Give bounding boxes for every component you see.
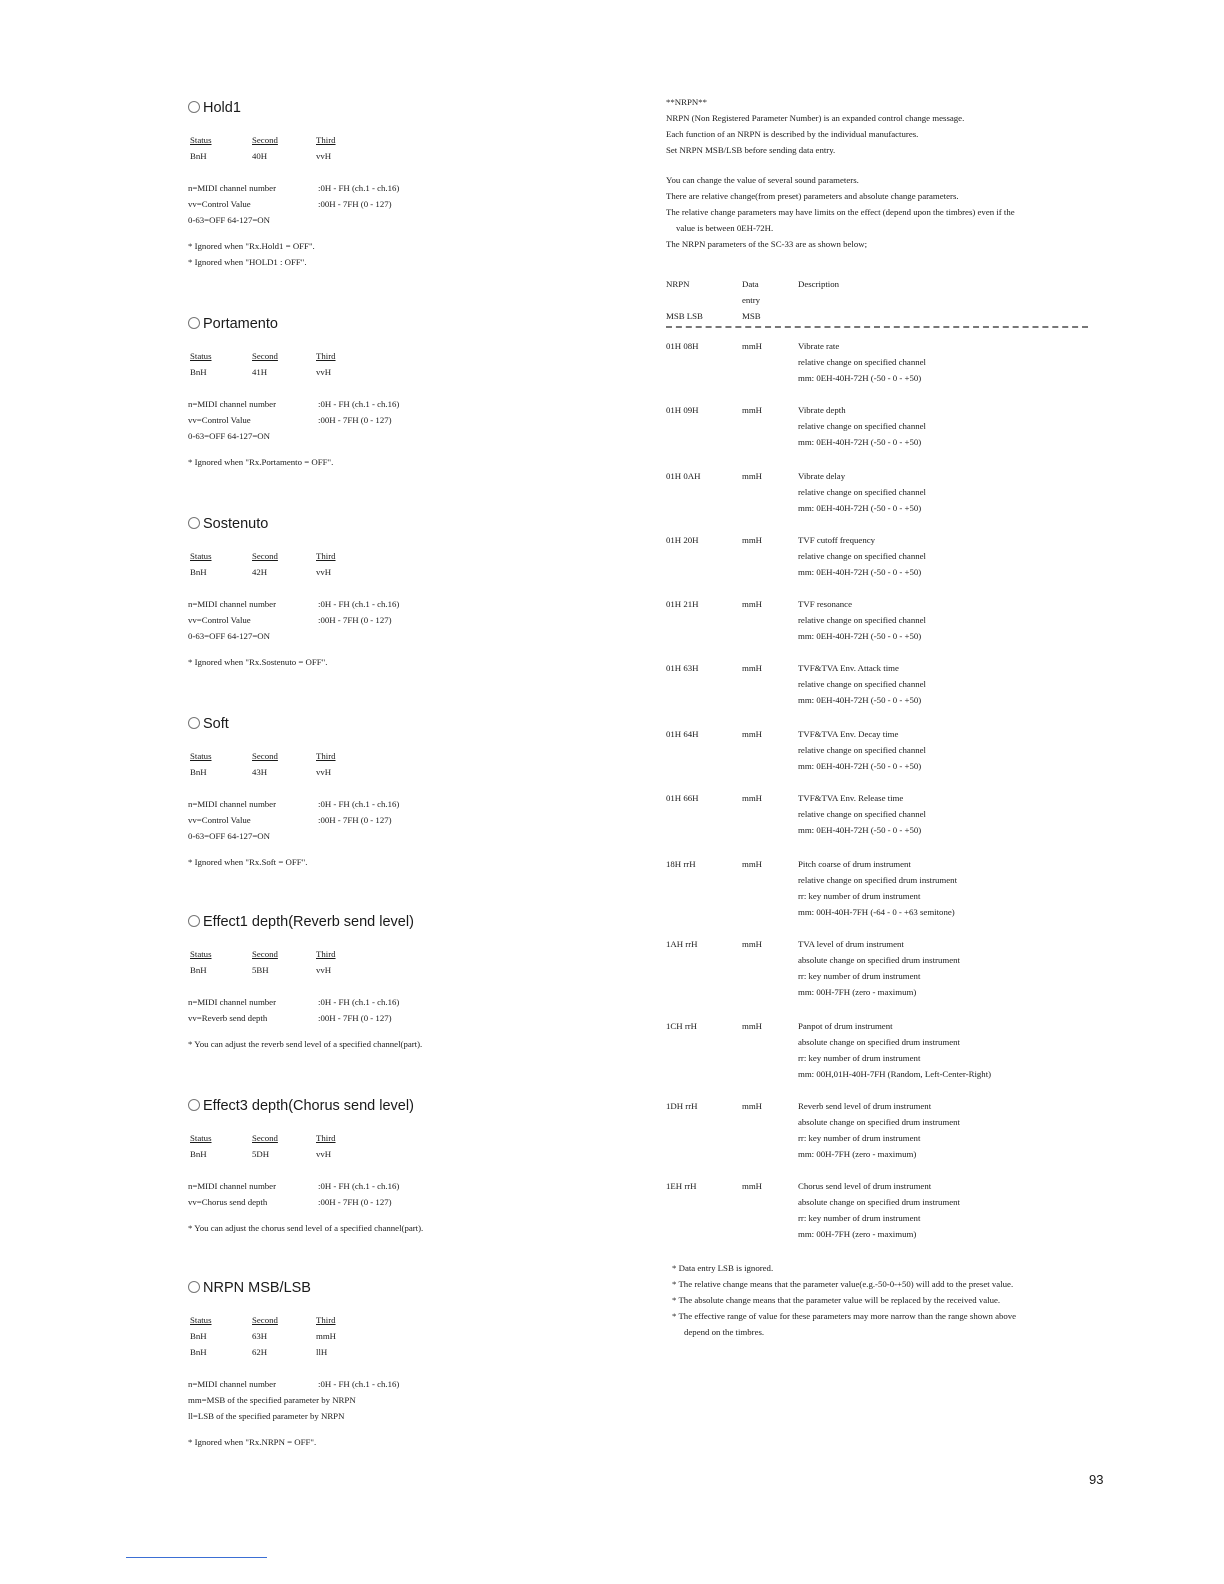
second-value: 40H <box>252 151 268 161</box>
nrpn-intro <box>666 94 1106 252</box>
description-line: TVF cutoff frequency <box>798 535 876 545</box>
status-value: BnH <box>190 1347 207 1357</box>
hdr-description: Description <box>798 279 840 289</box>
spacer <box>188 780 608 796</box>
section-notes <box>188 238 608 270</box>
section-title-text: Effect3 depth(Chorus send level) <box>203 1098 414 1114</box>
description-line: absolute change on specified drum instrument <box>798 1037 960 1047</box>
definition-term: vv=Control Value <box>188 199 251 209</box>
third-label: Third <box>316 751 336 761</box>
status-row <box>188 962 608 978</box>
status-value: BnH <box>190 1149 207 1159</box>
description-line: TVF&TVA Env. Attack time <box>798 663 899 673</box>
spacer <box>188 534 608 548</box>
description-line: mm: 0EH-40H-72H (-50 - 0 - +50) <box>798 503 922 513</box>
nrpn-data: mmH <box>742 405 763 415</box>
second-label: Second <box>252 949 278 959</box>
circle-bullet-icon <box>188 1099 200 1111</box>
nrpn-number: 1CH rrH <box>666 1021 698 1031</box>
section-title-text: Effect1 depth(Reverb send level) <box>203 914 414 930</box>
nrpn-data: mmH <box>742 1181 763 1191</box>
nrpn-data: mmH <box>742 1101 763 1111</box>
definition-row <box>188 396 608 412</box>
intro-line: There are relative change(from preset) parameters and absolute change parameters. <box>666 191 959 201</box>
status-row <box>188 1344 608 1360</box>
description-line: mm: 00H-7FH (zero - maximum) <box>798 1149 917 1159</box>
note-line: * Ignored when "Rx.Sostenuto = OFF". <box>188 657 328 667</box>
description-line: rr: key number of drum instrument <box>798 971 921 981</box>
section <box>188 1278 608 1450</box>
definition-term: vv=Control Value <box>188 415 251 425</box>
status-label: Status <box>190 949 212 959</box>
spacer <box>188 1298 608 1312</box>
definition-row <box>188 1010 608 1026</box>
intro-line: The NRPN parameters of the SC-33 are as shown below; <box>666 239 868 249</box>
definition-term: n=MIDI channel number <box>188 1181 277 1191</box>
status-header <box>188 132 608 148</box>
intro-line: value is between 0EH-72H. <box>676 223 774 233</box>
section <box>188 1096 608 1236</box>
section-title-text: Portamento <box>203 316 278 332</box>
spacer <box>188 380 608 396</box>
circle-bullet-icon <box>188 915 200 927</box>
description-line: mm: 0EH-40H-72H (-50 - 0 - +50) <box>798 373 922 383</box>
second-value: 42H <box>252 567 268 577</box>
description-line: mm: 0EH-40H-72H (-50 - 0 - +50) <box>798 631 922 641</box>
definition-value: :0H - FH (ch.1 - ch.16) <box>318 799 400 809</box>
description-line: relative change on specified channel <box>798 615 926 625</box>
status-header <box>188 946 608 962</box>
section-title <box>188 1278 608 1298</box>
definition-row <box>188 1376 608 1392</box>
nrpn-description <box>798 1178 1098 1242</box>
footnote-line: * The effective range of value for these parameters may more narrow than the range shown above <box>672 1311 1017 1321</box>
intro-line: You can change the value of several sound parameters. <box>666 175 859 185</box>
nrpn-table-header <box>666 268 1106 324</box>
intro-line: The relative change parameters may have limits on the effect (depend upon the timbres) even if the <box>666 207 1015 217</box>
description-line: mm: 0EH-40H-72H (-50 - 0 - +50) <box>798 825 922 835</box>
definition-value: :00H - 7FH (0 - 127) <box>318 199 392 209</box>
nrpn-number: 1DH rrH <box>666 1101 698 1111</box>
section-notes <box>188 1434 608 1450</box>
nrpn-data: mmH <box>742 859 763 869</box>
hdr-entry: entry <box>742 295 761 305</box>
intro-line: Each function of an NRPN is described by the individual manufactures. <box>666 129 919 139</box>
second-value: 62H <box>252 1347 268 1357</box>
description-line: TVF&TVA Env. Decay time <box>798 729 899 739</box>
spacer <box>188 1360 608 1376</box>
definition-value: :0H - FH (ch.1 - ch.16) <box>318 997 400 1007</box>
definition-value: :0H - FH (ch.1 - ch.16) <box>318 599 400 609</box>
status-label: Status <box>190 751 212 761</box>
spacer <box>188 334 608 348</box>
nrpn-data: mmH <box>742 341 763 351</box>
third-value: vvH <box>316 151 332 161</box>
definition-value: :00H - 7FH (0 - 127) <box>318 1013 392 1023</box>
third-label: Third <box>316 949 336 959</box>
third-value: llH <box>316 1347 328 1357</box>
nrpn-description <box>798 856 1098 920</box>
status-row <box>188 364 608 380</box>
status-label: Status <box>190 551 212 561</box>
description-line: Pitch coarse of drum instrument <box>798 859 911 869</box>
third-value: vvH <box>316 567 332 577</box>
status-row <box>188 564 608 580</box>
description-line: relative change on specified drum instrument <box>798 875 958 885</box>
section <box>188 714 608 870</box>
definition-value: :0H - FH (ch.1 - ch.16) <box>318 399 400 409</box>
description-line: relative change on specified channel <box>798 679 926 689</box>
definition-row <box>188 796 608 812</box>
nrpn-number: 01H 21H <box>666 599 699 609</box>
nrpn-description <box>798 790 1098 838</box>
definition-value: :00H - 7FH (0 - 127) <box>318 415 392 425</box>
definition-value: :0H - FH (ch.1 - ch.16) <box>318 183 400 193</box>
footer-rule <box>126 1557 267 1558</box>
status-value: BnH <box>190 567 207 577</box>
description-line: relative change on specified channel <box>798 551 926 561</box>
nrpn-description <box>798 1098 1098 1162</box>
definition-row <box>188 180 608 196</box>
definition-row <box>188 596 608 612</box>
definition-term: 0-63=OFF 64-127=ON <box>188 431 271 441</box>
note-line: * Ignored when "Rx.Soft = OFF". <box>188 857 308 867</box>
status-value: BnH <box>190 965 207 975</box>
section-title <box>188 1096 608 1116</box>
description-line: rr: key number of drum instrument <box>798 1133 921 1143</box>
footnote-line: * Data entry LSB is ignored. <box>672 1263 774 1273</box>
nrpn-number: 18H rrH <box>666 859 696 869</box>
spacer <box>188 734 608 748</box>
description-line: mm: 00H-7FH (zero - maximum) <box>798 987 917 997</box>
nrpn-data: mmH <box>742 471 763 481</box>
nrpn-description <box>798 936 1098 1000</box>
description-line: mm: 0EH-40H-72H (-50 - 0 - +50) <box>798 695 922 705</box>
status-row <box>188 1146 608 1162</box>
section-title-text: Hold1 <box>203 100 241 116</box>
definition-term: mm=MSB of the specified parameter by NRPN <box>188 1395 356 1405</box>
footnote-line: depend on the timbres. <box>684 1327 765 1337</box>
status-header <box>188 548 608 564</box>
nrpn-description <box>798 468 1098 516</box>
nrpn-description <box>798 596 1098 644</box>
description-line: mm: 0EH-40H-72H (-50 - 0 - +50) <box>798 761 922 771</box>
definition-term: n=MIDI channel number <box>188 399 277 409</box>
definition-row <box>188 1178 608 1194</box>
description-line: Vibrate delay <box>798 471 846 481</box>
description-line: mm: 0EH-40H-72H (-50 - 0 - +50) <box>798 437 922 447</box>
definition-term: n=MIDI channel number <box>188 799 277 809</box>
definition-row <box>188 994 608 1010</box>
second-value: 63H <box>252 1331 268 1341</box>
section-title <box>188 98 608 118</box>
description-line: TVF&TVA Env. Release time <box>798 793 904 803</box>
section-notes <box>188 654 608 670</box>
hdr-nrpn: NRPN <box>666 279 690 289</box>
nrpn-data: mmH <box>742 535 763 545</box>
note-line: * You can adjust the chorus send level of a specified channel(part). <box>188 1223 424 1233</box>
circle-bullet-icon <box>188 517 200 529</box>
hdr-msb: MSB <box>742 311 761 321</box>
definition-term: vv=Reverb send depth <box>188 1013 268 1023</box>
description-line: relative change on specified channel <box>798 357 926 367</box>
section-title <box>188 514 608 534</box>
status-value: BnH <box>190 1331 207 1341</box>
nrpn-number: 01H 08H <box>666 341 699 351</box>
status-row <box>188 148 608 164</box>
spacer <box>188 932 608 946</box>
definition-term: 0-63=OFF 64-127=ON <box>188 831 271 841</box>
definition-term: n=MIDI channel number <box>188 183 277 193</box>
second-label: Second <box>252 351 278 361</box>
section-notes <box>188 454 608 470</box>
section-title-text: NRPN MSB/LSB <box>203 1280 311 1296</box>
status-label: Status <box>190 1315 212 1325</box>
section-title-text: Soft <box>203 716 229 732</box>
nrpn-number: 01H 20H <box>666 535 699 545</box>
description-line: Vibrate depth <box>798 405 846 415</box>
second-label: Second <box>252 1133 278 1143</box>
nrpn-description <box>798 1018 1098 1082</box>
third-value: mmH <box>316 1331 337 1341</box>
third-label: Third <box>316 551 336 561</box>
definition-row <box>188 196 608 212</box>
definition-row <box>188 1392 608 1408</box>
section-title <box>188 714 608 734</box>
description-line: absolute change on specified drum instrument <box>798 1117 960 1127</box>
status-header <box>188 748 608 764</box>
circle-bullet-icon <box>188 317 200 329</box>
definition-value: :0H - FH (ch.1 - ch.16) <box>318 1181 400 1191</box>
circle-bullet-icon <box>188 717 200 729</box>
second-value: 41H <box>252 367 268 377</box>
nrpn-data: mmH <box>742 793 763 803</box>
footnotes <box>666 1260 1106 1340</box>
status-header <box>188 348 608 364</box>
definition-value: :00H - 7FH (0 - 127) <box>318 815 392 825</box>
definition-value: :00H - 7FH (0 - 127) <box>318 615 392 625</box>
description-line: Chorus send level of drum instrument <box>798 1181 932 1191</box>
section-title-text: Sostenuto <box>203 516 269 532</box>
description-line: TVA level of drum instrument <box>798 939 904 949</box>
circle-bullet-icon <box>188 1281 200 1293</box>
section-notes <box>188 1036 608 1052</box>
status-label: Status <box>190 135 212 145</box>
definition-row <box>188 1408 608 1424</box>
note-line: * Ignored when "Rx.NRPN = OFF". <box>188 1437 317 1447</box>
description-line: absolute change on specified drum instrument <box>798 955 960 965</box>
description-line: relative change on specified channel <box>798 809 926 819</box>
note-line: * Ignored when "Rx.Portamento = OFF". <box>188 457 334 467</box>
second-value: 5DH <box>252 1149 270 1159</box>
third-value: vvH <box>316 367 332 377</box>
spacer <box>188 118 608 132</box>
second-label: Second <box>252 551 278 561</box>
definition-term: 0-63=OFF 64-127=ON <box>188 631 271 641</box>
spacer <box>188 978 608 994</box>
description-line: Panpot of drum instrument <box>798 1021 893 1031</box>
status-header <box>188 1312 608 1328</box>
definition-term: ll=LSB of the specified parameter by NRPN <box>188 1411 345 1421</box>
intro-line: **NRPN** <box>666 97 708 107</box>
spacer <box>188 1162 608 1178</box>
status-value: BnH <box>190 151 207 161</box>
definition-value: :0H - FH (ch.1 - ch.16) <box>318 1379 400 1389</box>
page-number: 93 <box>1089 1472 1104 1487</box>
third-value: vvH <box>316 965 332 975</box>
nrpn-data: mmH <box>742 663 763 673</box>
description-line: relative change on specified channel <box>798 421 926 431</box>
nrpn-data: mmH <box>742 1021 763 1031</box>
description-line: absolute change on specified drum instrument <box>798 1197 960 1207</box>
section-notes <box>188 854 608 870</box>
nrpn-number: 1AH rrH <box>666 939 698 949</box>
second-label: Second <box>252 751 278 761</box>
second-label: Second <box>252 135 278 145</box>
status-label: Status <box>190 1133 212 1143</box>
description-line: mm: 00H,01H-40H-7FH (Random, Left-Center-Right) <box>798 1069 992 1079</box>
second-value: 5BH <box>252 965 269 975</box>
footnote-line: * The absolute change means that the parameter value will be replaced by the received value. <box>672 1295 1001 1305</box>
hdr-msb-lsb: MSB LSB <box>666 311 703 321</box>
section <box>188 98 608 270</box>
definition-term: vv=Control Value <box>188 615 251 625</box>
description-line: Reverb send level of drum instrument <box>798 1101 932 1111</box>
definition-term: vv=Chorus send depth <box>188 1197 268 1207</box>
third-label: Third <box>316 351 336 361</box>
note-line: * Ignored when "Rx.Hold1 = OFF". <box>188 241 315 251</box>
section <box>188 514 608 670</box>
definition-term: n=MIDI channel number <box>188 599 277 609</box>
nrpn-description <box>798 532 1098 580</box>
definition-row <box>188 412 608 428</box>
description-line: mm: 00H-40H-7FH (-64 - 0 - +63 semitone) <box>798 907 955 917</box>
definition-row <box>188 628 608 644</box>
status-value: BnH <box>190 367 207 377</box>
definition-row <box>188 212 608 228</box>
description-line: Vibrate rate <box>798 341 840 351</box>
nrpn-description <box>798 402 1098 450</box>
nrpn-data: mmH <box>742 599 763 609</box>
status-row <box>188 764 608 780</box>
nrpn-number: 01H 0AH <box>666 471 701 481</box>
status-value: BnH <box>190 767 207 777</box>
intro-line: NRPN (Non Registered Parameter Number) is an expanded control change message. <box>666 113 965 123</box>
spacer <box>188 164 608 180</box>
description-line: rr: key number of drum instrument <box>798 1053 921 1063</box>
second-value: 43H <box>252 767 268 777</box>
third-label: Third <box>316 135 336 145</box>
intro-line: Set NRPN MSB/LSB before sending data entry. <box>666 145 836 155</box>
note-line: * You can adjust the reverb send level of a specified channel(part). <box>188 1039 423 1049</box>
nrpn-number: 01H 64H <box>666 729 699 739</box>
definition-term: n=MIDI channel number <box>188 997 277 1007</box>
section <box>188 314 608 470</box>
nrpn-number: 01H 63H <box>666 663 699 673</box>
nrpn-number: 01H 66H <box>666 793 699 803</box>
note-line: * Ignored when "HOLD1 : OFF". <box>188 257 307 267</box>
nrpn-number: 1EH rrH <box>666 1181 697 1191</box>
definition-row <box>188 428 608 444</box>
third-label: Third <box>316 1133 336 1143</box>
status-header <box>188 1130 608 1146</box>
second-label: Second <box>252 1315 278 1325</box>
third-value: vvH <box>316 767 332 777</box>
third-value: vvH <box>316 1149 332 1159</box>
definition-term: n=MIDI channel number <box>188 1379 277 1389</box>
nrpn-description <box>798 660 1098 708</box>
definition-term: vv=Control Value <box>188 815 251 825</box>
description-line: rr: key number of drum instrument <box>798 891 921 901</box>
nrpn-description <box>798 726 1098 774</box>
spacer <box>188 580 608 596</box>
footnote-line: * The relative change means that the parameter value(e.g.-50-0-+50) will add to the preset value. <box>672 1279 1014 1289</box>
spacer <box>666 158 1106 172</box>
section-title <box>188 314 608 334</box>
table-divider <box>666 326 1088 328</box>
status-row <box>188 1328 608 1344</box>
description-line: TVF resonance <box>798 599 852 609</box>
definition-value: :00H - 7FH (0 - 127) <box>318 1197 392 1207</box>
description-line: mm: 00H-7FH (zero - maximum) <box>798 1229 917 1239</box>
hdr-data: Data <box>742 279 759 289</box>
nrpn-data: mmH <box>742 939 763 949</box>
description-line: rr: key number of drum instrument <box>798 1213 921 1223</box>
definition-row <box>188 1194 608 1210</box>
section-title <box>188 912 608 932</box>
section <box>188 912 608 1052</box>
section-notes <box>188 1220 608 1236</box>
circle-bullet-icon <box>188 101 200 113</box>
description-line: mm: 0EH-40H-72H (-50 - 0 - +50) <box>798 567 922 577</box>
definition-row <box>188 812 608 828</box>
nrpn-description <box>798 338 1098 386</box>
spacer <box>188 1116 608 1130</box>
definition-row <box>188 612 608 628</box>
third-label: Third <box>316 1315 336 1325</box>
description-line: relative change on specified channel <box>798 487 926 497</box>
definition-term: 0-63=OFF 64-127=ON <box>188 215 271 225</box>
nrpn-data: mmH <box>742 729 763 739</box>
definition-row <box>188 828 608 844</box>
nrpn-number: 01H 09H <box>666 405 699 415</box>
description-line: relative change on specified channel <box>798 745 926 755</box>
status-label: Status <box>190 351 212 361</box>
